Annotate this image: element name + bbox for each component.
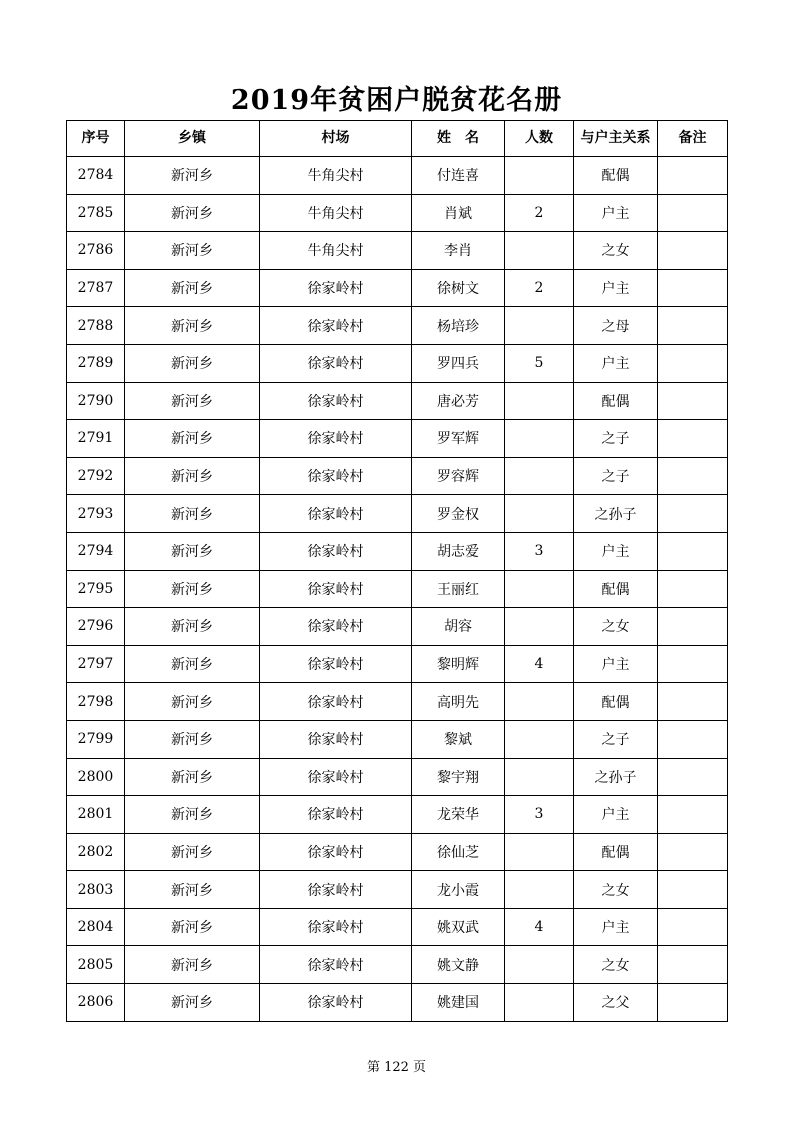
cell-remark — [658, 495, 728, 533]
col-header-town: 乡镇 — [125, 121, 260, 157]
cell-name: 唐必芳 — [412, 382, 505, 420]
cell-remark — [658, 420, 728, 458]
cell-count — [505, 457, 574, 495]
cell-name: 徐树文 — [412, 269, 505, 307]
header-row — [67, 121, 728, 157]
cell-town: 新河乡 — [125, 457, 260, 495]
table-row — [67, 570, 728, 608]
table-row — [67, 833, 728, 871]
cell-town: 新河乡 — [125, 420, 260, 458]
cell-village: 牛角尖村 — [260, 157, 412, 195]
cell-town: 新河乡 — [125, 871, 260, 909]
cell-name: 姚建国 — [412, 984, 505, 1022]
cell-remark — [658, 683, 728, 721]
cell-town: 新河乡 — [125, 908, 260, 946]
cell-name: 罗军辉 — [412, 420, 505, 458]
cell-relation: 配偶 — [574, 683, 658, 721]
col-header-village: 村场 — [260, 121, 412, 157]
table-row — [67, 608, 728, 646]
cell-seq: 2800 — [67, 758, 125, 796]
cell-relation: 户主 — [574, 532, 658, 570]
cell-relation: 之母 — [574, 307, 658, 345]
cell-village: 徐家岭村 — [260, 683, 412, 721]
cell-seq: 2798 — [67, 683, 125, 721]
cell-count — [505, 608, 574, 646]
cell-village: 徐家岭村 — [260, 833, 412, 871]
roster-body — [67, 157, 728, 1022]
cell-relation: 之孙子 — [574, 495, 658, 533]
table-row — [67, 269, 728, 307]
table-row — [67, 495, 728, 533]
cell-village: 徐家岭村 — [260, 984, 412, 1022]
cell-name: 徐仙芝 — [412, 833, 505, 871]
table-row — [67, 344, 728, 382]
cell-seq: 2791 — [67, 420, 125, 458]
col-header-seq: 序号 — [67, 121, 125, 157]
cell-remark — [658, 457, 728, 495]
cell-seq: 2796 — [67, 608, 125, 646]
page-number: 第 122 页 — [366, 1060, 427, 1075]
table-row — [67, 457, 728, 495]
cell-town: 新河乡 — [125, 758, 260, 796]
cell-name: 杨培珍 — [412, 307, 505, 345]
cell-village: 徐家岭村 — [260, 344, 412, 382]
cell-relation: 之孙子 — [574, 758, 658, 796]
table-row — [67, 307, 728, 345]
cell-relation: 之子 — [574, 420, 658, 458]
table-row — [67, 683, 728, 721]
cell-seq: 2804 — [67, 908, 125, 946]
cell-remark — [658, 908, 728, 946]
cell-village: 徐家岭村 — [260, 946, 412, 984]
cell-village: 徐家岭村 — [260, 720, 412, 758]
table-row — [67, 720, 728, 758]
cell-town: 新河乡 — [125, 570, 260, 608]
table-row — [67, 984, 728, 1022]
cell-relation: 户主 — [574, 344, 658, 382]
cell-seq: 2786 — [67, 232, 125, 270]
cell-town: 新河乡 — [125, 344, 260, 382]
cell-village: 徐家岭村 — [260, 758, 412, 796]
cell-town: 新河乡 — [125, 157, 260, 195]
cell-seq: 2785 — [67, 194, 125, 232]
cell-town: 新河乡 — [125, 984, 260, 1022]
cell-village: 徐家岭村 — [260, 608, 412, 646]
cell-seq: 2801 — [67, 796, 125, 834]
cell-count: 2 — [505, 269, 574, 307]
cell-seq: 2784 — [67, 157, 125, 195]
table-row — [67, 908, 728, 946]
cell-town: 新河乡 — [125, 946, 260, 984]
cell-count — [505, 570, 574, 608]
cell-remark — [658, 645, 728, 683]
cell-village: 徐家岭村 — [260, 269, 412, 307]
cell-town: 新河乡 — [125, 720, 260, 758]
cell-remark — [658, 796, 728, 834]
cell-count — [505, 382, 574, 420]
cell-relation: 之子 — [574, 457, 658, 495]
cell-name: 龙小霞 — [412, 871, 505, 909]
table-row — [67, 232, 728, 270]
table-row — [67, 946, 728, 984]
cell-count — [505, 984, 574, 1022]
cell-seq: 2787 — [67, 269, 125, 307]
cell-remark — [658, 570, 728, 608]
page-title: 2019年贫困户脱贫花名册 — [230, 85, 563, 116]
cell-village: 徐家岭村 — [260, 908, 412, 946]
cell-seq: 2793 — [67, 495, 125, 533]
cell-seq: 2795 — [67, 570, 125, 608]
cell-count — [505, 946, 574, 984]
table-row — [67, 532, 728, 570]
cell-seq: 2805 — [67, 946, 125, 984]
table-row — [67, 645, 728, 683]
cell-name: 罗容辉 — [412, 457, 505, 495]
cell-village: 徐家岭村 — [260, 871, 412, 909]
cell-town: 新河乡 — [125, 382, 260, 420]
cell-remark — [658, 232, 728, 270]
cell-remark — [658, 871, 728, 909]
cell-relation: 配偶 — [574, 570, 658, 608]
cell-village: 徐家岭村 — [260, 420, 412, 458]
cell-remark — [658, 307, 728, 345]
cell-name: 胡容 — [412, 608, 505, 646]
cell-seq: 2790 — [67, 382, 125, 420]
cell-remark — [658, 984, 728, 1022]
cell-seq: 2792 — [67, 457, 125, 495]
cell-name: 胡志爱 — [412, 532, 505, 570]
cell-relation: 户主 — [574, 269, 658, 307]
cell-name: 付连喜 — [412, 157, 505, 195]
cell-relation: 配偶 — [574, 157, 658, 195]
cell-seq: 2794 — [67, 532, 125, 570]
cell-remark — [658, 344, 728, 382]
cell-remark — [658, 194, 728, 232]
cell-count: 3 — [505, 796, 574, 834]
cell-town: 新河乡 — [125, 269, 260, 307]
cell-name: 黎宇翔 — [412, 758, 505, 796]
cell-count — [505, 833, 574, 871]
cell-seq: 2788 — [67, 307, 125, 345]
cell-count — [505, 758, 574, 796]
cell-relation: 之女 — [574, 871, 658, 909]
cell-name: 黎斌 — [412, 720, 505, 758]
cell-relation: 户主 — [574, 645, 658, 683]
cell-seq: 2797 — [67, 645, 125, 683]
cell-remark — [658, 758, 728, 796]
cell-remark — [658, 382, 728, 420]
cell-village: 牛角尖村 — [260, 194, 412, 232]
cell-count — [505, 495, 574, 533]
cell-relation: 之女 — [574, 946, 658, 984]
cell-remark — [658, 608, 728, 646]
cell-remark — [658, 532, 728, 570]
cell-name: 李肖 — [412, 232, 505, 270]
cell-town: 新河乡 — [125, 532, 260, 570]
cell-name: 罗四兵 — [412, 344, 505, 382]
cell-count — [505, 720, 574, 758]
cell-count — [505, 307, 574, 345]
table-row — [67, 194, 728, 232]
cell-village: 徐家岭村 — [260, 382, 412, 420]
cell-relation: 配偶 — [574, 382, 658, 420]
cell-count — [505, 871, 574, 909]
table-row — [67, 420, 728, 458]
cell-town: 新河乡 — [125, 683, 260, 721]
cell-town: 新河乡 — [125, 645, 260, 683]
cell-village: 牛角尖村 — [260, 232, 412, 270]
cell-relation: 之女 — [574, 608, 658, 646]
cell-name: 龙荣华 — [412, 796, 505, 834]
cell-count — [505, 232, 574, 270]
cell-village: 徐家岭村 — [260, 532, 412, 570]
cell-town: 新河乡 — [125, 608, 260, 646]
cell-relation: 之父 — [574, 984, 658, 1022]
table-row — [67, 796, 728, 834]
cell-count: 3 — [505, 532, 574, 570]
cell-name: 王丽红 — [412, 570, 505, 608]
cell-name: 罗金权 — [412, 495, 505, 533]
cell-seq: 2789 — [67, 344, 125, 382]
cell-remark — [658, 157, 728, 195]
cell-count: 2 — [505, 194, 574, 232]
table-row — [67, 758, 728, 796]
cell-seq: 2799 — [67, 720, 125, 758]
table-row — [67, 157, 728, 195]
cell-village: 徐家岭村 — [260, 457, 412, 495]
col-header-name: 姓 名 — [412, 121, 505, 157]
cell-count — [505, 420, 574, 458]
cell-count: 4 — [505, 908, 574, 946]
cell-seq: 2806 — [67, 984, 125, 1022]
cell-town: 新河乡 — [125, 194, 260, 232]
roster-table — [66, 120, 728, 1022]
cell-town: 新河乡 — [125, 232, 260, 270]
cell-name: 姚文静 — [412, 946, 505, 984]
cell-count: 4 — [505, 645, 574, 683]
cell-village: 徐家岭村 — [260, 307, 412, 345]
cell-town: 新河乡 — [125, 307, 260, 345]
cell-relation: 配偶 — [574, 833, 658, 871]
cell-town: 新河乡 — [125, 833, 260, 871]
cell-relation: 户主 — [574, 796, 658, 834]
cell-name: 黎明辉 — [412, 645, 505, 683]
cell-remark — [658, 833, 728, 871]
cell-village: 徐家岭村 — [260, 796, 412, 834]
cell-relation: 之子 — [574, 720, 658, 758]
cell-relation: 户主 — [574, 194, 658, 232]
cell-relation: 之女 — [574, 232, 658, 270]
col-header-count: 人数 — [505, 121, 574, 157]
cell-village: 徐家岭村 — [260, 495, 412, 533]
cell-town: 新河乡 — [125, 796, 260, 834]
table-row — [67, 871, 728, 909]
cell-name: 高明先 — [412, 683, 505, 721]
cell-remark — [658, 946, 728, 984]
cell-count: 5 — [505, 344, 574, 382]
cell-count — [505, 683, 574, 721]
cell-seq: 2803 — [67, 871, 125, 909]
cell-relation: 户主 — [574, 908, 658, 946]
cell-village: 徐家岭村 — [260, 645, 412, 683]
cell-name: 姚双武 — [412, 908, 505, 946]
col-header-remark: 备注 — [658, 121, 728, 157]
cell-town: 新河乡 — [125, 495, 260, 533]
cell-remark — [658, 720, 728, 758]
col-header-relation: 与户主关系 — [574, 121, 658, 157]
cell-name: 肖斌 — [412, 194, 505, 232]
cell-seq: 2802 — [67, 833, 125, 871]
cell-count — [505, 157, 574, 195]
cell-village: 徐家岭村 — [260, 570, 412, 608]
cell-remark — [658, 269, 728, 307]
table-row — [67, 382, 728, 420]
